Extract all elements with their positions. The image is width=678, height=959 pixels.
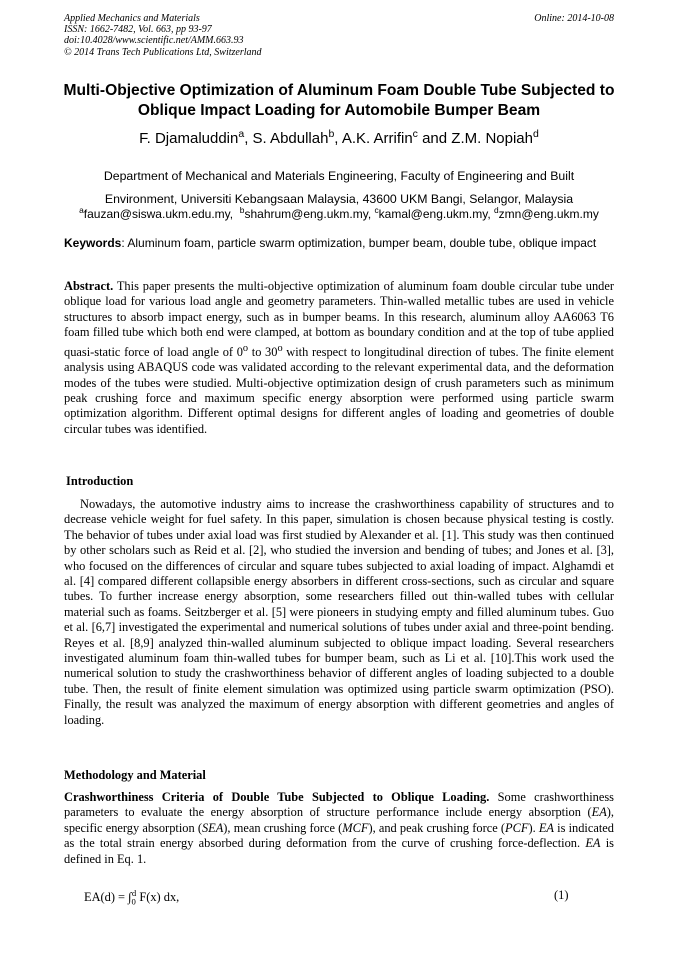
abstract: Abstract. This paper presents the multi-objective optimization of aluminum foam double circular tube under oblique load for various load angle and geometry parameters. Thin-walled metallic tubes are used in vehicle structures to absorb impact energy, such as in bumper beams. In this research, aluminum alloy AA6063 T6 foam filled tube which both end were clamped, at bottom as boundary condition and at the top of tube applied quasi-static force of load angle of 0$^o$ to 30$^o$ with respect to longitudinal direction of tubes. The finite element analysis using ABAQUS code was validated according to the relevant experimental data, and the deformation modes of the tubes were studied. Multi-objective optimization design of crush parameters such as minimum peak crushing force and maximum specific energy absorption were performed using particle swarm optimization algorithm. Different optimal designs for different angles of loading and geometries of double circular tubes was identified. <box>64 279 614 436</box>
section-heading-methodology: Methodology and Material <box>64 768 206 782</box>
online-date: Online: 2014-10-08 <box>534 13 614 24</box>
author-sup: c <box>412 128 418 140</box>
author-name: Z.M. Nopiah <box>451 130 533 147</box>
author-sup: d <box>533 128 539 140</box>
author-name: S. Abdullah <box>252 130 329 147</box>
paper-title: Multi-Objective Optimization of Aluminum Foam Double Tube Subjected to Oblique Impact Loading for Automobile Bumper Beam <box>63 82 615 119</box>
methodology-paragraph: Crashworthiness Criteria of Double Tube Subjected to Oblique Loading. Some crashworthiness parameters to evaluate the energy absorption of structure performance include energy absorption (EA), specific energy absorption (SEA), mean crushing force (MCF), and peak crushing force (PCF). EA is indicated as the total strain energy absorbed during deformation from the curve of crushing force-deflection. EA is defined in Eq. 1. <box>64 790 614 866</box>
journal-doi: doi:10.4028/www.scientific.net/AMM.663.93 <box>64 35 244 47</box>
author-name: A.K. Arrifin <box>341 130 413 147</box>
introduction-paragraph: Nowadays, the automotive industry aims to increase the crashworthiness capability of structures and to decrease vehicle weight for fuel safety. In this paper, simulation is chosen because physical testing is costly. The behavior of tubes under axial load was first studied by Alexander et al. [1]. This study was then continued by other scholars such as Reid et al. [2], who studied the inversion and bending of tubes; and Jones et al. [3], who focused on the differences of circular and square tubes subjected to axial loading of impact. Alghamdi et al. [4] compared different collapsible energy absorbers in different cross-sections, such as circular and square tubes. To further increase energy absorption, some researchers filled out thin-walled tubes with cellular material such as foams. Seitzberger et al. [5] were pioneers in studying empty and filled aluminum tubes. Guo et al. [6,7] investigated the experimental and numerical solutions of tubes under axial and three-point bending. Reyes et al. [8,9] analyzed thin-walled aluminum subjected to oblique impact loading. Several researchers investigated aluminum foam thin-walled tubes for bumper beam, such as Li et al. [10].This work used the numerical solution to study the crashworthiness behavior of different angles of loading subjected to a double tube. Then, the result of finite element simulation was optimized using particle swarm optimization (PSO). Finally, the result was analyzed the maximum of energy absorption with different geometries and angles of loading. <box>64 497 614 727</box>
abstract-label: Abstract. <box>64 279 114 293</box>
journal-header <box>64 13 262 58</box>
email-link[interactable]: shahrum@eng.ukm.my <box>244 207 368 221</box>
email-link[interactable]: zmn@eng.ukm.my <box>498 207 599 221</box>
keywords-label: Keywords <box>64 236 122 250</box>
affiliation <box>40 165 638 211</box>
author-sup: a <box>238 128 245 140</box>
section-heading-introduction: Introduction <box>66 474 134 488</box>
journal-name: Applied Mechanics and Materials <box>64 13 200 24</box>
journal-issn: ISSN: 1662-7482, Vol. 663, pp 93-97 <box>64 24 212 36</box>
affiliation-line: Environment, Universiti Kebangsaan Malaysia, 43600 UKM Bangi, Selangor, Malaysia <box>104 192 574 206</box>
email-link[interactable]: kamal@eng.ukm.my <box>378 207 488 221</box>
email-link[interactable]: fauzan@siswa.ukm.edu.my <box>83 207 230 221</box>
email-list: $^a$fauzan@siswa.ukm.edu.my, $^b$shahrum@eng.ukm.my, $^c$kamal@eng.ukm.my, $^d$zmn@eng.ukm.my <box>79 205 599 221</box>
journal-copyright: © 2014 Trans Tech Publications Ltd, Switzerland <box>64 46 262 58</box>
affiliation-line: Department of Mechanical and Materials Engineering, Faculty of Engineering and Built <box>103 169 575 183</box>
equation-1: $EA(d) = \int_0^d$ F(x) dx, <box>84 888 180 907</box>
author-sup: b <box>328 128 335 140</box>
equation-number: (1) <box>554 888 569 902</box>
author-list: F. Djamaluddin$^a$, S. Abdullah$^b$, A.K. Arrifin$^c$ and Z.M. Nopiah$^d$ <box>139 128 539 147</box>
subsection-heading: Crashworthiness Criteria of Double Tube Subjected to Oblique Loading. <box>64 790 490 804</box>
keywords <box>64 237 614 251</box>
author-name: F. Djamaluddin <box>139 130 239 147</box>
keywords-text: : Aluminum foam, particle swarm optimization, bumper beam, double tube, oblique impact <box>121 236 597 250</box>
